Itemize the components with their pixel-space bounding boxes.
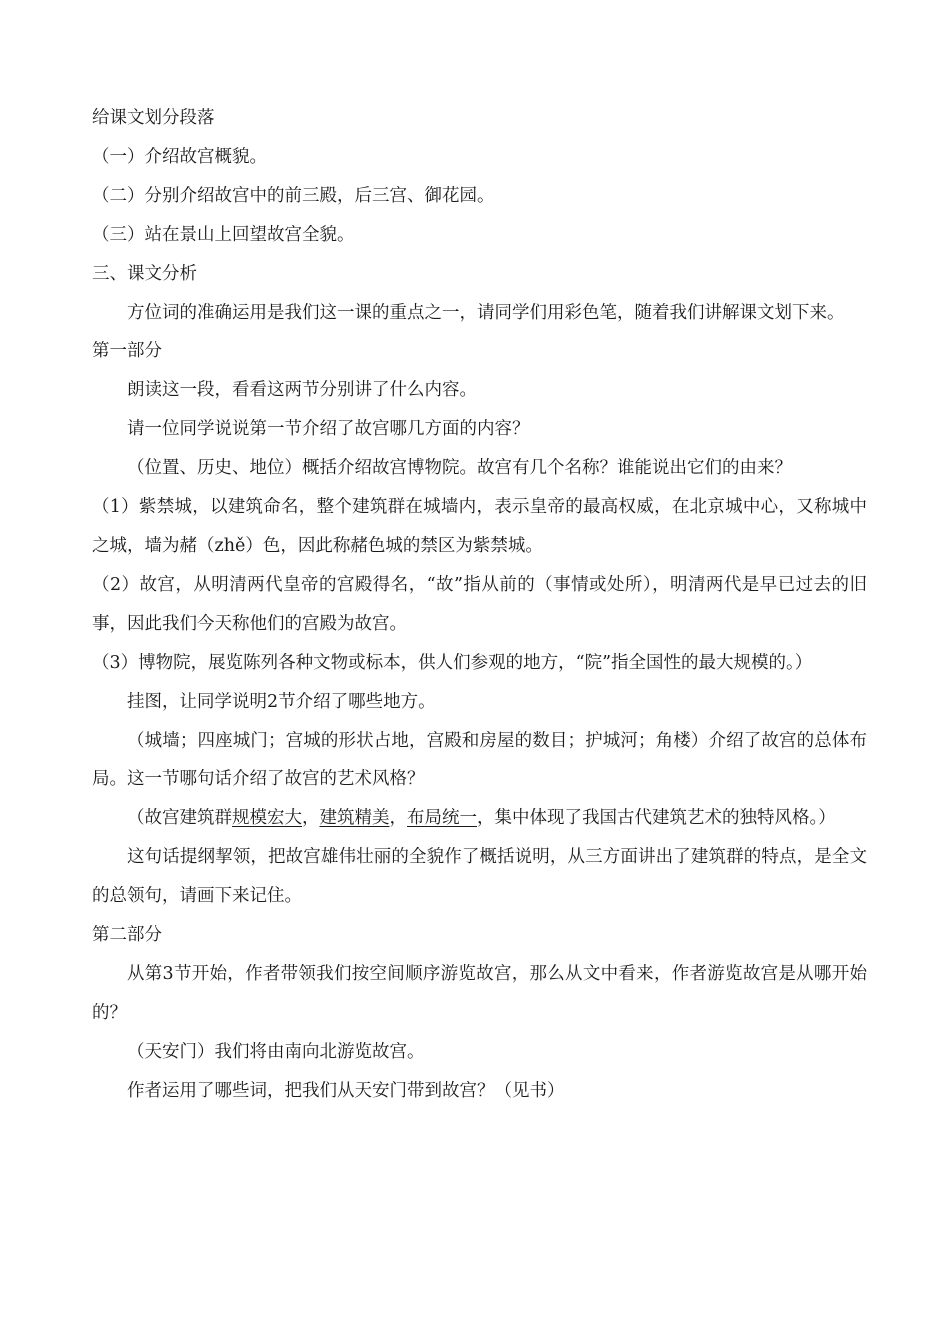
paragraph: 从第3节开始，作者带领我们按空间顺序游览故宫，那么从文中看来，作者游览故宫是从哪开始的？ xyxy=(92,963,867,1023)
paragraph-with-underlines xyxy=(92,799,867,838)
list-item-part-two: （二）分别介绍故宫中的前三殿，后三宫、御花园。 xyxy=(92,185,495,206)
text-span: ，集中体现了我国古代建筑艺术的独特风格。） xyxy=(477,808,836,829)
list-item-part-three: （三）站在景山上回望故宫全貌。 xyxy=(92,224,355,245)
list-item-name-one: （1）紫禁城，以建筑命名，整个建筑群在城墙内，表示皇帝的最高权威，在北京城中心，又称城中之城，墙为赭（zhě）色，因此称赭色城的禁区为紫禁城。 xyxy=(92,497,867,556)
paragraph: （天安门）我们将由南向北游览故宫。 xyxy=(127,1041,425,1062)
list-item-name-three: （3）博物院，展览陈列各种文物或标本，供人们参观的地方，“院”指全国性的最大规模的。） xyxy=(92,652,813,673)
part-heading-two: 第二部分 xyxy=(92,925,162,946)
paragraph: 挂图，让同学说明2节介绍了哪些地方。 xyxy=(127,691,436,712)
text-span: ， xyxy=(389,808,407,829)
paragraph: （位置、历史、地位）概括介绍故宫博物院。故宫有几个名称？谁能说出它们的由来？ xyxy=(127,458,792,479)
underlined-phrase: 布局统一 xyxy=(407,808,477,829)
underlined-phrase: 规模宏大 xyxy=(232,808,302,829)
underlined-phrase: 建筑精美 xyxy=(319,808,390,829)
paragraph: 方位词的准确运用是我们这一课的重点之一，请同学们用彩色笔，随着我们讲解课文划下来。 xyxy=(127,302,845,323)
paragraph-heading: 给课文划分段落 xyxy=(92,108,215,128)
list-item-part-one: （一）介绍故宫概貌。 xyxy=(92,146,267,167)
text-span: （故宫建筑群 xyxy=(127,808,232,829)
section-heading: 三、课文分析 xyxy=(92,263,197,284)
text-span: ， xyxy=(302,808,320,829)
paragraph: 作者运用了哪些词，把我们从天安门带到故宫？（见书） xyxy=(127,1080,565,1101)
list-item-name-two: （2）故宫，从明清两代皇帝的宫殿得名，“故”指从前的（事情或处所），明清两代是早已过去的旧事，因此我们今天称他们的宫殿为故宫。 xyxy=(92,574,867,634)
paragraph: （城墙；四座城门；宫城的形状占地，宫殿和房屋的数目；护城河；角楼）介绍了故宫的总体布局。这一节哪句话介绍了故宫的艺术风格？ xyxy=(92,730,867,790)
paragraph: 请一位同学说说第一节介绍了故宫哪几方面的内容？ xyxy=(127,419,530,440)
document-body xyxy=(92,99,867,1111)
paragraph: 这句话提纲挈领，把故宫雄伟壮丽的全貌作了概括说明，从三方面讲出了建筑群的特点，是全文的总领句，请画下来记住。 xyxy=(92,847,867,907)
paragraph: 朗读这一段，看看这两节分别讲了什么内容。 xyxy=(127,380,477,401)
part-heading-one: 第一部分 xyxy=(92,341,162,362)
